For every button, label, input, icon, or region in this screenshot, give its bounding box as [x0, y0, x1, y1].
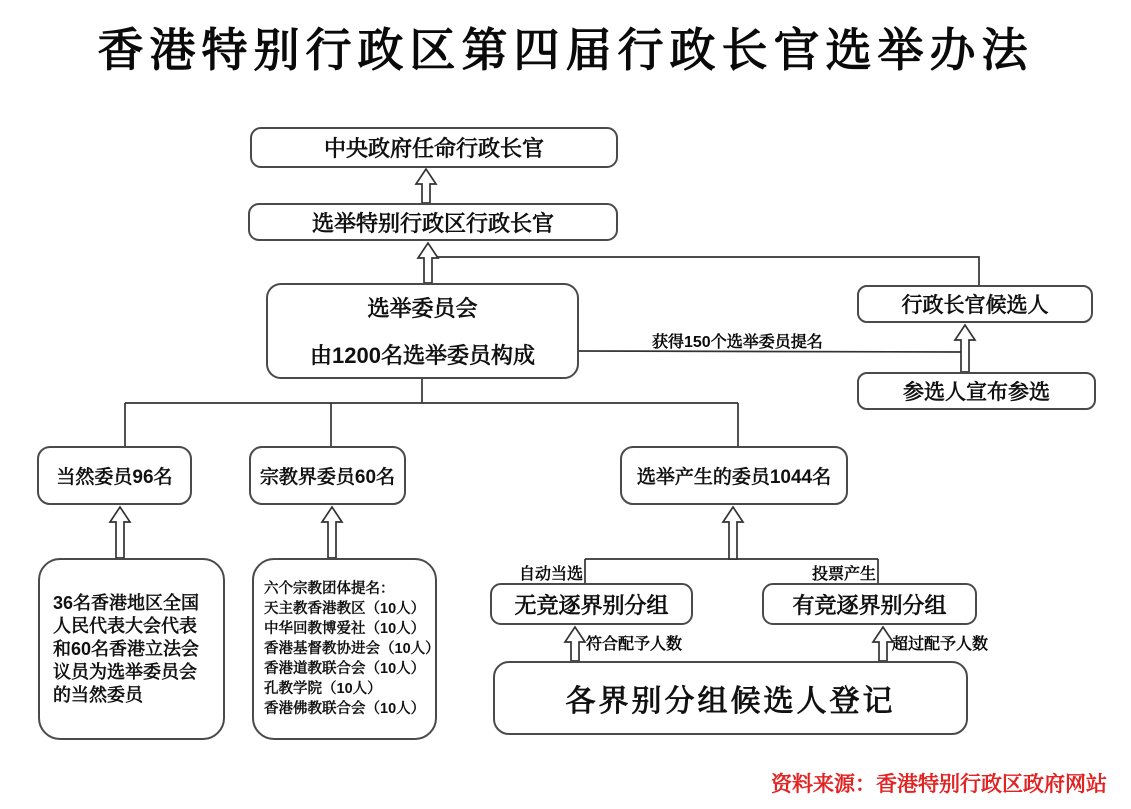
religious-detail-line: 香港道教联合会（10人） [264, 661, 426, 677]
label-auto-elected: 自动当选 [519, 566, 584, 583]
exofficio-detail-line: 36名香港地区全国 [53, 592, 200, 613]
religious-detail-line: 六个宗教团体提名： [264, 581, 395, 597]
label-nomination-requirement: 获得150个选举委员提名 [652, 334, 823, 351]
arrow-detail-to-exofficio [110, 507, 130, 558]
election-committee-title: 选举委员会 [367, 296, 478, 321]
page-title: 香港特别行政区第四届行政长官选举办法 [97, 24, 1034, 76]
source-attribution: 资料来源：香港特别行政区政府网站 [771, 773, 1107, 796]
religious-detail-line: 天主教香港教区（10人） [264, 601, 426, 617]
arrow-declare-to-candidate [955, 325, 975, 372]
node-religious-members [249, 446, 406, 505]
node-election-committee [266, 283, 579, 379]
religious-detail-line: 香港基督教协进会（10人） [264, 641, 440, 657]
node-declare-candidacy [857, 372, 1096, 410]
node-central-appoint-label: 中央政府任命行政长官 [323, 136, 544, 161]
node-uncontested-subsectors [490, 583, 693, 625]
exofficio-detail-line: 的当然委员 [53, 684, 143, 705]
election-committee-composition: 由1200名选举委员构成 [310, 343, 535, 368]
node-candidate-registration [493, 661, 968, 735]
label-exceeds-quota: 超过配予人数 [892, 636, 989, 653]
node-elected-members [620, 446, 848, 505]
label-by-vote: 投票产生 [812, 566, 877, 583]
exofficio-detail-line: 人民代表大会代表 [53, 615, 197, 636]
exofficio-detail-line: 和60名香港立法会 [53, 638, 200, 659]
religious-detail-line: 中华回教博爱社（10人） [264, 621, 426, 637]
node-exofficio-detail [38, 558, 225, 740]
exofficio-detail-line: 议员为选举委员会 [53, 661, 197, 682]
religious-detail-line: 香港佛教联合会（10人） [264, 701, 426, 717]
node-central-appoint [250, 127, 618, 168]
arrow-detail-to-religious [322, 507, 342, 558]
node-religious-members-label: 宗教界委员60名 [259, 467, 396, 488]
node-contested-subsectors-label: 有竞逐界别分组 [792, 592, 947, 618]
node-ce-candidate-label: 行政长官候选人 [901, 294, 1049, 317]
label-meets-quota: 符合配予人数 [586, 636, 683, 653]
arrow-committee-to-elect [418, 243, 438, 283]
node-elect-chief-executive-label: 选举特别行政区行政长官 [311, 210, 554, 236]
node-religious-detail [252, 558, 440, 740]
node-contested-subsectors [762, 583, 977, 625]
node-elect-chief-executive [248, 203, 618, 241]
arrow-rail-to-elected [723, 507, 743, 559]
node-exofficio-members-label: 当然委员96名 [56, 467, 173, 488]
node-candidate-registration-label: 各界别分组候选人登记 [565, 685, 896, 718]
religious-detail-line: 孔教学院（10人） [264, 681, 382, 697]
node-ce-candidate [857, 285, 1093, 323]
node-exofficio-members [37, 446, 192, 505]
arrow-register-to-contested [873, 627, 893, 661]
elbow-candidate-to-elect [430, 257, 979, 285]
node-declare-candidacy-label: 参选人宣布参选 [903, 381, 1050, 404]
node-elected-members-label: 选举产生的委员1044名 [636, 467, 832, 488]
node-uncontested-subsectors-label: 无竞逐界别分组 [514, 592, 669, 618]
arrow-elect-to-appoint [416, 169, 436, 203]
arrow-register-to-uncontested [565, 627, 585, 661]
